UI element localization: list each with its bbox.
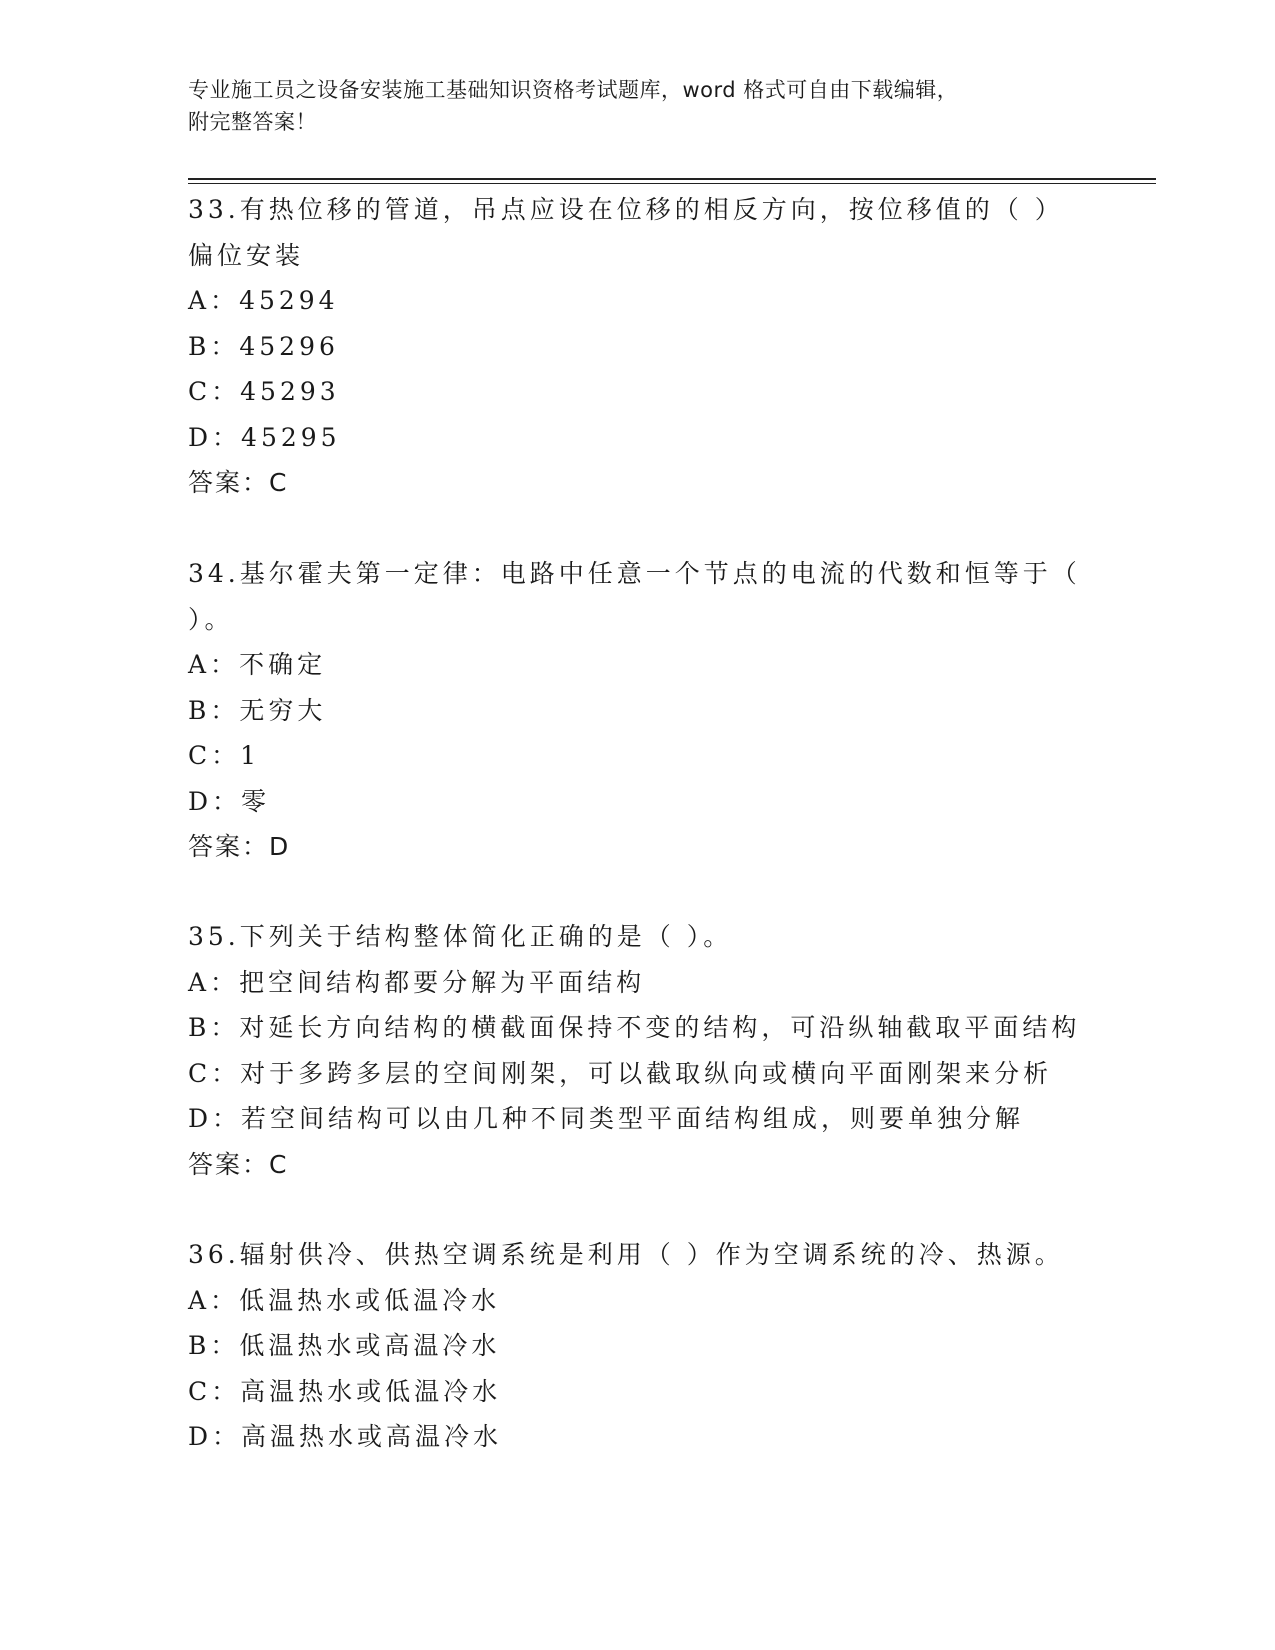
question-36 xyxy=(188,1232,1088,1460)
option-text: 45296 xyxy=(239,331,339,361)
option-text: 45294 xyxy=(239,286,339,315)
option-b xyxy=(188,688,1088,734)
option-a xyxy=(188,278,1088,324)
option-letter: A： xyxy=(188,1285,240,1315)
question-stem: 36.辐射供冷、供热空调系统是利用（ ）作为空调系统的冷、热源。 xyxy=(188,1240,1064,1269)
option-text: 不确定 xyxy=(239,650,327,679)
document-header xyxy=(188,74,1088,138)
option-text: 45295 xyxy=(241,422,341,452)
option-text: 1 xyxy=(240,741,261,770)
option-d xyxy=(188,779,1088,825)
option-b xyxy=(188,1005,1088,1051)
question-stem: 35.下列关于结构整体简化正确的是（ ）。 xyxy=(188,922,733,951)
option-letter: B： xyxy=(188,695,240,725)
option-d xyxy=(188,1414,1088,1460)
question-34 xyxy=(188,551,1088,870)
option-letter: B： xyxy=(188,331,240,361)
header-divider-thin xyxy=(188,183,1156,184)
option-text: 45293 xyxy=(240,377,340,406)
option-letter: B： xyxy=(188,1331,240,1360)
option-text: 高温热水或低温冷水 xyxy=(240,1376,502,1406)
option-letter: D： xyxy=(188,422,242,452)
option-text: 若空间结构可以由几种不同类型平面结构组成，则要单独分解 xyxy=(241,1104,1025,1133)
answer-line: 答案：C xyxy=(188,468,289,497)
option-letter: A： xyxy=(188,967,240,997)
option-a xyxy=(188,1278,1088,1324)
option-letter: C： xyxy=(188,1058,241,1088)
option-d xyxy=(188,415,1088,461)
option-letter: C： xyxy=(188,1376,241,1406)
option-text: 无穷大 xyxy=(239,695,327,725)
option-text: 对于多跨多层的空间刚架，可以截取纵向或横向平面刚架来分析 xyxy=(240,1058,1053,1088)
option-letter: D： xyxy=(188,1104,242,1133)
option-c xyxy=(188,369,1088,415)
option-text: 高温热水或高温冷水 xyxy=(241,1422,503,1451)
option-text: 低温热水或低温冷水 xyxy=(239,1285,501,1315)
question-stem: 34.基尔霍夫第一定律：电路中任意一个节点的电流的代数和恒等于（ xyxy=(188,559,1081,588)
option-letter: B： xyxy=(188,1013,240,1042)
question-stem: ）。 xyxy=(188,604,234,634)
header-line-1: 专业施工员之设备安装施工基础知识资格考试题库，word 格式可自由下载编辑， xyxy=(188,78,959,102)
option-text: 零 xyxy=(241,786,271,816)
option-b xyxy=(188,1323,1088,1369)
header-line-2: 附完整答案！ xyxy=(188,110,317,134)
option-text: 对延长方向结构的横截面保持不变的结构，可沿纵轴截取平面结构 xyxy=(239,1013,1081,1042)
answer-line: 答案：C xyxy=(188,1149,289,1179)
option-letter: C： xyxy=(188,377,241,406)
question-33 xyxy=(188,187,1088,506)
option-letter: C： xyxy=(188,741,241,770)
option-letter: D： xyxy=(188,786,242,816)
option-a xyxy=(188,642,1088,688)
option-c xyxy=(188,1369,1088,1415)
question-stem: 偏位安装 xyxy=(188,240,305,270)
option-letter: A： xyxy=(188,286,240,315)
option-a xyxy=(188,960,1088,1006)
option-d xyxy=(188,1096,1088,1142)
option-letter: A： xyxy=(188,650,240,679)
question-35 xyxy=(188,914,1088,1187)
option-c xyxy=(188,1051,1088,1097)
option-b xyxy=(188,324,1088,370)
option-text: 低温热水或高温冷水 xyxy=(239,1331,501,1360)
question-stem: 33.有热位移的管道，吊点应设在位移的相反方向，按位移值的（ ） xyxy=(188,195,1064,224)
answer-line: 答案：D xyxy=(188,832,291,861)
option-text: 把空间结构都要分解为平面结构 xyxy=(239,967,646,997)
header-divider xyxy=(188,178,1156,180)
option-c xyxy=(188,733,1088,779)
option-letter: D： xyxy=(188,1422,242,1451)
